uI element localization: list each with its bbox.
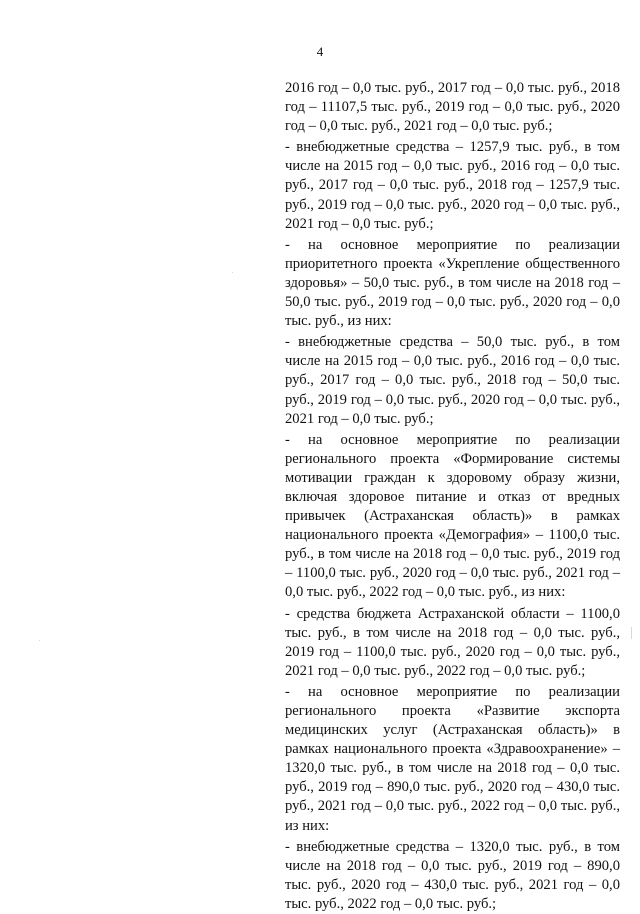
paragraph-2: - внебюджетные средства – 1257,9 тыс. руб., в том числе на 2015 год – 0,0 тыс. руб., 2016 год – 0,0 тыс. руб., 2017 год – 0,0 тыс. руб., 2018 год – 1257,9 тыс. руб., 2019 год – 0,0 тыс. руб., 2020 год – 0,0 тыс. руб., 2021 год – 0,0 тыс. руб.;	[285, 139, 620, 232]
scan-speck	[232, 272, 233, 273]
paragraph-4: - внебюджетные средства – 50,0 тыс. руб., в том числе на 2015 год – 0,0 тыс. руб., 2016 год – 0,0 тыс. руб., 2017 год – 0,0 тыс. руб., 2018 год – 50,0 тыс. руб., 2019 год – 0,0 тыс. руб., 2020 год – 0,0 тыс. руб., 2021 год – 0,0 тыс. руб.;	[285, 334, 620, 427]
document-body	[285, 79, 620, 914]
scan-speck	[39, 640, 40, 641]
paragraph-1: 2016 год – 0,0 тыс. руб., 2017 год – 0,0 тыс. руб., 2018 год – 11107,5 тыс. руб., 2019 год – 0,0 тыс. руб., 2020 год – 0,0 тыс. руб., 2021 год – 0,0 тыс. руб.;	[285, 80, 620, 135]
paragraph-5: - на основное мероприятие по реализации регионального проекта «Формирование системы мотивации граждан к здоровому образу жизни, включая здоровое питание и отказ от вредных привычек (Астраханская область)» в рамках национального проекта «Демография» – 1100,0 тыс. руб., в том числе на 2018 год – 0,0 тыс. руб., 2019 год – 1100,0 тыс. руб., 2020 год – 0,0 тыс. руб., 2021 год – 0,0 тыс. руб., 2022 год – 0,0 тыс. руб., из них:	[285, 431, 620, 601]
paragraph-8: - внебюджетные средства – 1320,0 тыс. руб., в том числе на 2018 год – 0,0 тыс. руб., 2019 год – 890,0 тыс. руб., 2020 год – 430,0 тыс. руб., 2021 год – 0,0 тыс. руб., 2022 год – 0,0 тыс. руб.;	[285, 838, 620, 912]
page-number: 4	[316, 44, 324, 59]
paragraph-6: - средства бюджета Астраханской области – 1100,0 тыс. руб., в том числе на 2018 год – 0,0 тыс. руб., 2019 год – 1100,0 тыс. руб., 2020 год – 0,0 тыс. руб., 2021 год – 0,0 тыс. руб., 2022 год – 0,0 тыс. руб.;	[285, 605, 620, 679]
scan-edge-mark	[631, 627, 632, 639]
paragraph-7: - на основное мероприятие по реализации регионального проекта «Развитие экспорта медицинских услуг (Астраханская область)» в рамках национального проекта «Здравоохранение» – 1320,0 тыс. руб., в том числе на 2018 год – 0,0 тыс. руб., 2019 год – 890,0 тыс. руб., 2020 год – 430,0 тыс. руб., 2021 год – 0,0 тыс. руб., 2022 год – 0,0 тыс. руб., из них:	[285, 683, 620, 834]
paragraph-3: - на основное мероприятие по реализации приоритетного проекта «Укрепление общественного здоровья» – 50,0 тыс. руб., в том числе на 2018 год – 50,0 тыс. руб., 2019 год – 0,0 тыс. руб., 2020 год – 0,0 тыс. руб., из них:	[285, 236, 620, 330]
